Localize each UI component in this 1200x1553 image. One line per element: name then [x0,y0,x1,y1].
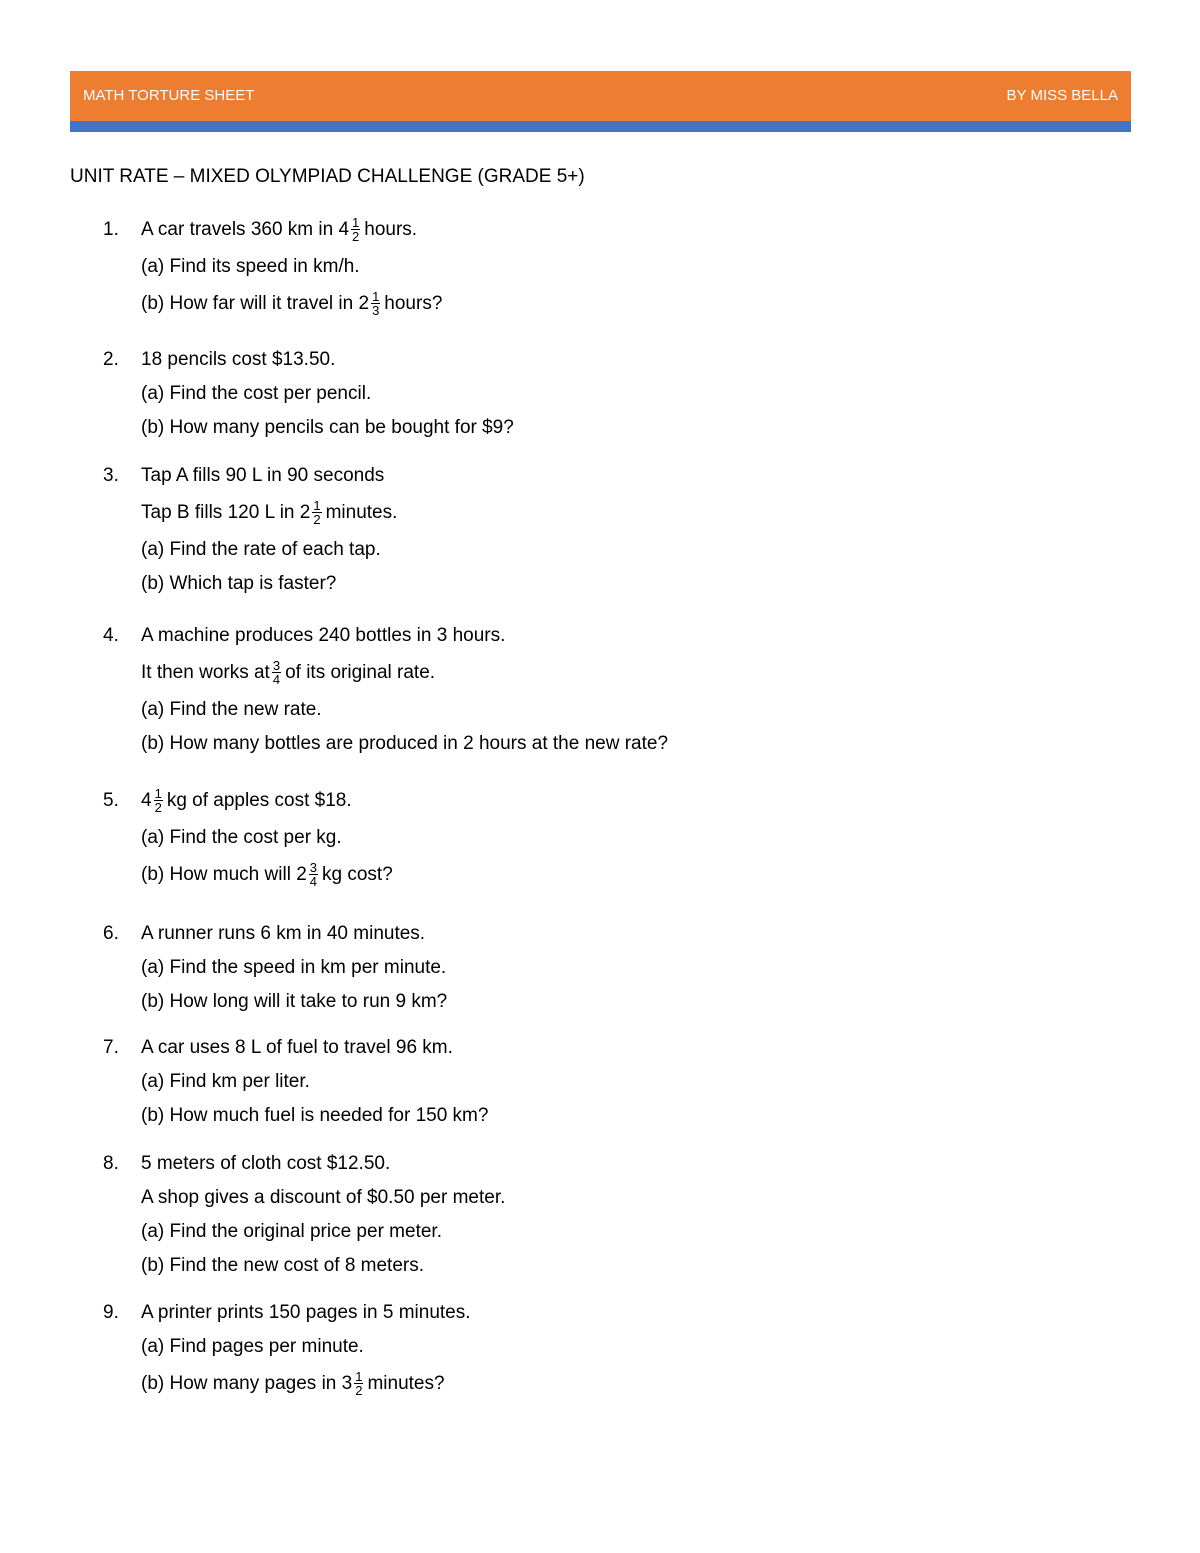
question-6 [103,917,1003,1019]
question-number: 8. [103,1153,119,1174]
question-text: kg of apples cost $18. [166,790,352,811]
part-a: (a) Find the new rate. [141,699,322,720]
question-number: 2. [103,349,119,370]
question-number: 6. [103,923,119,944]
part-a: (a) Find the original price per meter. [141,1221,442,1242]
denominator: 2 [154,800,162,816]
numerator: 1 [372,289,380,305]
fraction [354,1370,363,1397]
part-a: (a) Find the cost per pencil. [141,383,372,404]
part-b: (b) How many bottles are produced in 2 hours at the new rate? [141,733,669,754]
part-b: (b) How much will 2 [141,864,307,885]
numerator: 1 [355,1369,363,1385]
fraction [154,787,163,814]
numerator: 1 [154,786,162,802]
header-right-text: BY MISS BELLA [1006,87,1118,104]
question-5 [103,781,1003,895]
part-a: (a) Find the cost per kg. [141,827,342,848]
question-3 [103,459,1003,601]
question-8 [103,1147,1003,1283]
question-number: 9. [103,1302,119,1323]
question-text: minutes. [325,502,398,523]
part-b: (b) How many pencils can be bought for $9? [141,417,514,438]
denominator: 2 [313,512,321,528]
question-text: It then works at [141,662,270,683]
denominator: 2 [355,1383,363,1399]
part-b: (b) How many pages in 3 [141,1373,353,1394]
part-b: (b) How far will it travel in 2 [141,293,370,314]
question-text: A runner runs 6 km in 40 minutes. [141,923,426,944]
fraction [371,290,380,317]
question-text: of its original rate. [285,662,436,683]
question-4 [103,619,1003,761]
header-accent-bar [70,121,1131,132]
denominator: 4 [272,672,281,688]
question-text: 5 meters of cloth cost $12.50. [141,1153,391,1174]
question-number: 3. [103,465,119,486]
part-a: (a) Find the speed in km per minute. [141,957,447,978]
question-text: Tap B fills 120 L in 2 [141,502,311,523]
question-number: 5. [103,790,119,811]
part-a: (a) Find km per liter. [141,1071,310,1092]
question-text: A shop gives a discount of $0.50 per meter. [141,1187,506,1208]
question-text: A car uses 8 L of fuel to travel 96 km. [141,1037,453,1058]
question-7 [103,1031,1003,1133]
question-number: 1. [103,219,119,240]
question-1 [103,210,1003,324]
denominator: 3 [372,303,380,319]
numerator: 3 [309,860,317,876]
question-9 [103,1296,1003,1404]
question-text: Tap A fills 90 L in 90 seconds [141,465,385,486]
part-a: (a) Find its speed in km/h. [141,256,360,277]
denominator: 4 [309,874,317,890]
part-b: (b) How much fuel is needed for 150 km? [141,1105,489,1126]
part-b-end: hours? [384,293,443,314]
numerator: 1 [352,215,360,231]
question-text: A printer prints 150 pages in 5 minutes. [141,1302,471,1323]
header-left-text: MATH TORTURE SHEET [83,87,255,104]
question-number: 7. [103,1037,119,1058]
fraction [351,216,360,243]
part-b-end: minutes? [367,1373,445,1394]
numerator: 1 [313,498,321,514]
part-a: (a) Find pages per minute. [141,1336,364,1357]
question-number: 4. [103,625,119,646]
part-a: (a) Find the rate of each tap. [141,539,381,560]
question-text: A machine produces 240 bottles in 3 hours. [141,625,506,646]
question-text: hours. [364,219,418,240]
question-text: A car travels 360 km in 4 [141,219,350,240]
fraction [312,499,321,526]
fraction [272,659,281,686]
part-b: (b) Which tap is faster? [141,573,337,594]
part-b-end: kg cost? [322,864,393,885]
page-title: UNIT RATE – MIXED OLYMPIAD CHALLENGE (GRADE 5+) [70,166,585,187]
question-text: 4 [141,790,152,811]
fraction [309,861,318,888]
question-text: 18 pencils cost $13.50. [141,349,336,370]
denominator: 2 [352,229,360,245]
part-b: (b) How long will it take to run 9 km? [141,991,448,1012]
part-b: (b) Find the new cost of 8 meters. [141,1255,425,1276]
numerator: 3 [272,658,281,674]
question-2 [103,343,1003,445]
page-header [70,71,1131,121]
